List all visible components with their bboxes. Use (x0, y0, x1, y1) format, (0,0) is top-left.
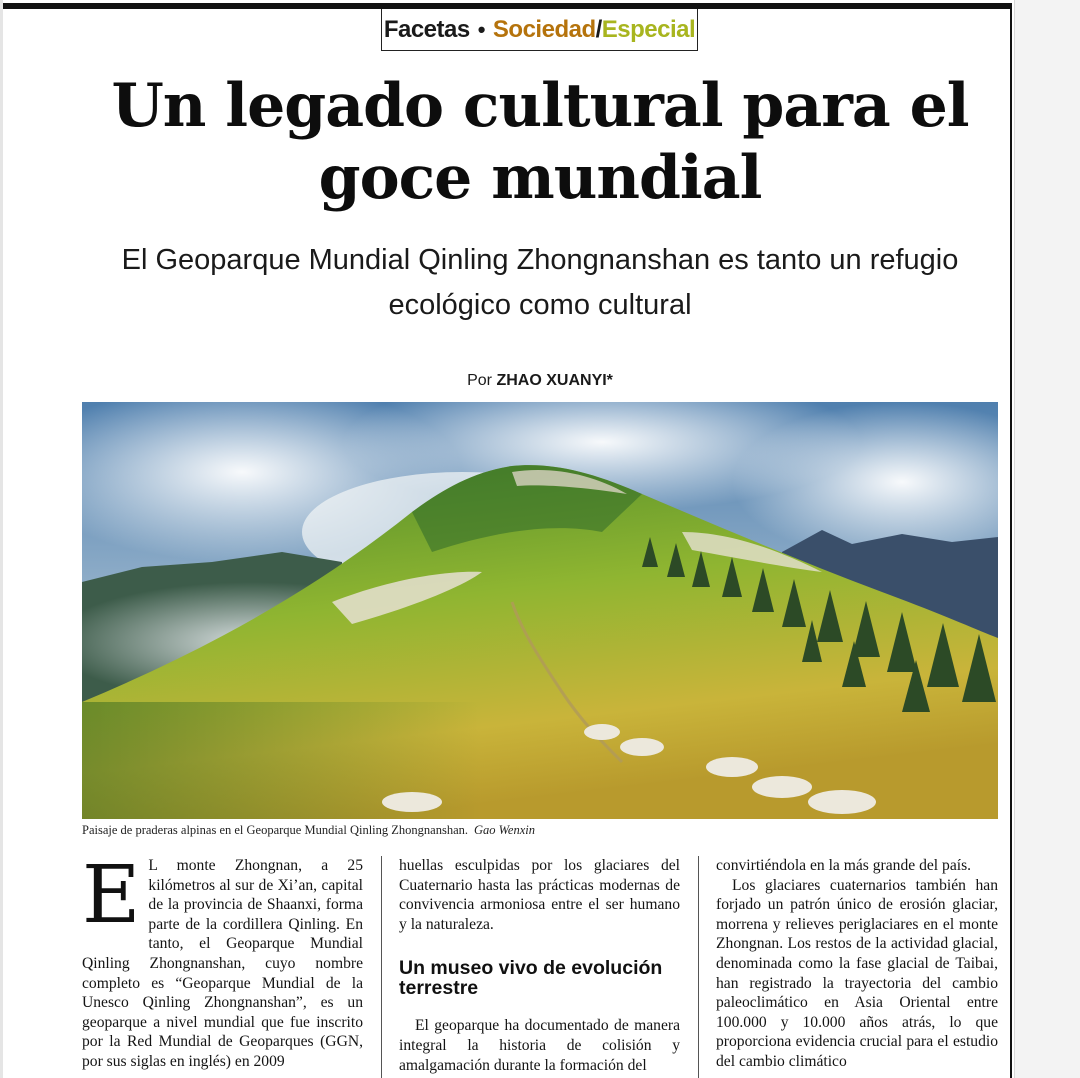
byline-prefix: Por (467, 372, 492, 389)
article-paragraph: convirtiéndola en la más grande del país. (716, 857, 972, 874)
subtitle: El Geoparque Mundial Qinling Zhongnanshan es tanto un refugio ecológico como cultural (121, 244, 959, 321)
article-column-1 (82, 848, 363, 1072)
page-left-edge (0, 0, 3, 1078)
article-paragraph: L monte Zhongnan, a 25 kilómetros al sur de Xi’an, capital de la provincia de Shaanxi, forma parte de la cordillera Qinling. En tanto, el Geoparque Mundial Qinling Zhongnanshan, cuyo nombre completo es “Geoparque Mundial de la Unesco Qinling Zhongnanshan”, es un geoparque a nivel mundial que fue inscrito por la Red Mundial de Geoparques (GGN, por sus siglas en inglés) en 2009 (82, 857, 363, 1070)
page-right-margin (1014, 0, 1080, 1078)
article-column-3 (716, 856, 998, 1072)
right-rule (1010, 3, 1012, 1078)
photo-credit: Gao Wenxin (474, 823, 535, 837)
byline (300, 372, 780, 390)
article-paragraph: Los glaciares cuaternarios también han forjado un patrón único de erosión glaciar, morrena y relieves periglaciares en el monte Zhongnan. Los restos de la actividad glacial, denominada como la fase glacial de Taibai, han registrado la trayectoria del cambio paleoclimático en Asia Oriental entre 100.000 y 10.000 años atrás, lo que proporciona evidencia crucial para el estudio del cambio climático (716, 876, 998, 1070)
article-paragraph: El geoparque ha documentado de manera integral la historia de colisión y amalgamación durante la formación del (399, 1017, 680, 1074)
section-separator: • (477, 16, 485, 42)
section-tertiary: Especial (601, 15, 696, 43)
section-secondary: Sociedad (492, 15, 596, 43)
section-primary: Facetas (383, 15, 470, 43)
caption-text: Paisaje de praderas alpinas en el Geoparque Mundial Qinling Zhongnanshan. (82, 823, 468, 837)
article-column-2 (399, 856, 680, 1075)
column-divider (698, 856, 699, 1078)
article-paragraph: huellas esculpidas por los glaciares del Cuaternario hasta las prácticas modernas de convivencia armoniosa entre el ser humano y la naturaleza. (399, 857, 680, 933)
section-tab (381, 9, 698, 51)
section-subhead: Un museo vivo de evolución terrestre (399, 957, 663, 1000)
section-slash: / (595, 15, 602, 43)
byline-author: ZHAO XUANYI* (496, 372, 613, 389)
drop-cap: E (82, 848, 141, 941)
headline: Un legado cultural para el goce mundial (111, 71, 969, 213)
landscape-photo (82, 402, 998, 819)
photo-caption (82, 823, 998, 838)
column-divider (381, 856, 382, 1078)
